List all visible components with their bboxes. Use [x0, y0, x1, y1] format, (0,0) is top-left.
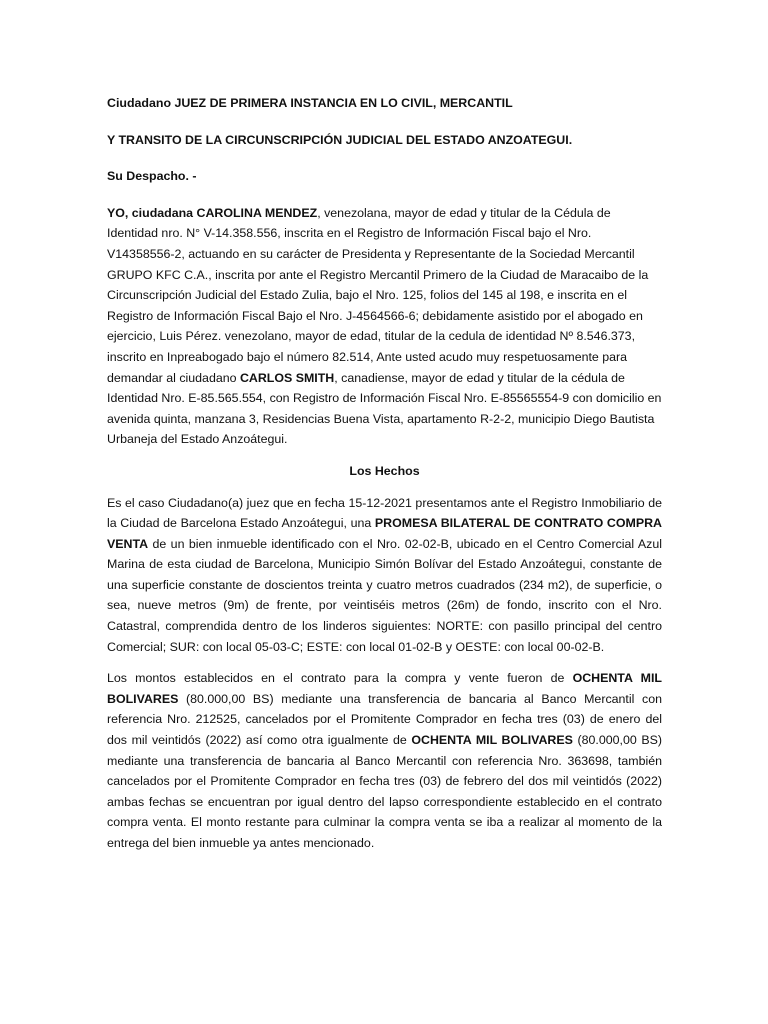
addressee-line-1: Ciudadano JUEZ DE PRIMERA INSTANCIA EN LO CIVIL, MERCANTIL: [107, 96, 513, 110]
intro-paragraph: [107, 203, 662, 450]
facts1-text-2: de un bien inmueble identificado con el Nro. 02-02-B, ubicado en el Centro Comercial Azul Marina de esta ciudad de Barcelona, Municipio Simón Bolívar del Estado Anzoátegui, constante de una superficie constante de doscientos treinta y cuatro metros cuadrados (234 m2), de superficie, o sea, nueve metros (9m) de frente, por veintiséis metros (26m) de fondo, inscrito con el Nro. Catastral, comprendida dentro de los linderos siguientes: NORTE: con pasillo principal del centro Comercial; SUR: con local 05-03-C; ESTE: con local 01-02-B y OESTE: con local 00-02-B.: [107, 536, 662, 654]
amount-2: OCHENTA MIL BOLIVARES: [411, 733, 573, 748]
amount-1: OCHENTA MIL BOLIVARES: [107, 671, 662, 706]
facts1-text-1: Es el caso Ciudadano(a) juez que en fecha 15-12-2021 presentamos ante el Registro Inmobiliario de la Ciudad de Barcelona Estado Anzoátegui, una: [107, 495, 662, 531]
contract-title: PROMESA BILATERAL DE CONTRATO COMPRA VENTA: [107, 516, 662, 551]
intro-text-2: , canadiense, mayor de edad y titular de la cédula de Identidad Nro. E-85.565.554, con Registro de Información Fiscal Nro. E-85565554-9 con domicilio en avenida quinta, manzana 3, Residencias Buena Vista, apartamento R-2-2, municipio Diego Bautista Urbaneja del Estado Anzoátegui.: [107, 370, 662, 447]
document-page: [107, 93, 662, 865]
defendant-name: CARLOS SMITH: [239, 370, 335, 385]
addressee-line-2: Y TRANSITO DE LA CIRCUNSCRIPCIÓN JUDICIAL DEL ESTADO ANZOATEGUI.: [107, 132, 573, 147]
facts2-text-3: (80.000,00 BS) mediante una transferencia de bancaria al Banco Mercantil con referencia Nro. 363698, también cancelados por el Promitente Comprador en fecha tres (03) de febrero del dos mil veintidós (2022) ambas fechas se encuentran por igual dentro del lapso correspondiente establecido en el contrato compra venta. El monto restante para culminar la compra venta se iba a realizar al momento de la entrega del bien inmueble ya antes mencionado.: [107, 733, 662, 850]
plaintiff-name: YO, ciudadana CAROLINA MENDEZ: [107, 205, 318, 220]
facts2-text-2: (80.000,00 BS) mediante una transferencia de bancaria al Banco Mercantil con referencia Nro. 212525, cancelados por el Promitente Comprador en fecha tres (03) de enero del dos mil veintidós (2022) así como otra igualmente de: [107, 691, 662, 748]
intro-text-1: , venezolana, mayor de edad y titular de la Cédula de Identidad nro. N° V-14.358.556, inscrita en el Registro de Información Fiscal bajo el Nro. V14358556-2, actuando en su carácter de Presidenta y Representante de la Sociedad Mercantil GRUPO KFC C.A., inscrita por ante el Registro Mercantil Primero de la Ciudad de Maracaibo de la Circunscripción Judicial del Estado Zulia, bajo el Nro. 125, folios del 145 al 198, e inscrita en el Registro de Información Fiscal Bajo el Nro. J-4564566-6; debidamente asistido por el abogado en ejercicio, Luis Pérez. venezolano, mayor de edad, titular de la cedula de identidad Nº 8.546.373, inscrito en Inpreabogado bajo el número 82.514, Ante usted acudo muy respetuosamente para demandar al ciudadano: [107, 205, 649, 385]
facts-paragraph-2: [107, 668, 662, 853]
salutation: Su Despacho. -: [107, 169, 197, 184]
section-title: Los Hechos: [349, 463, 420, 478]
facts-paragraph-1: [107, 493, 662, 658]
facts2-text-1: Los montos establecidos en el contrato para la compra y vente fueron de: [107, 671, 573, 686]
